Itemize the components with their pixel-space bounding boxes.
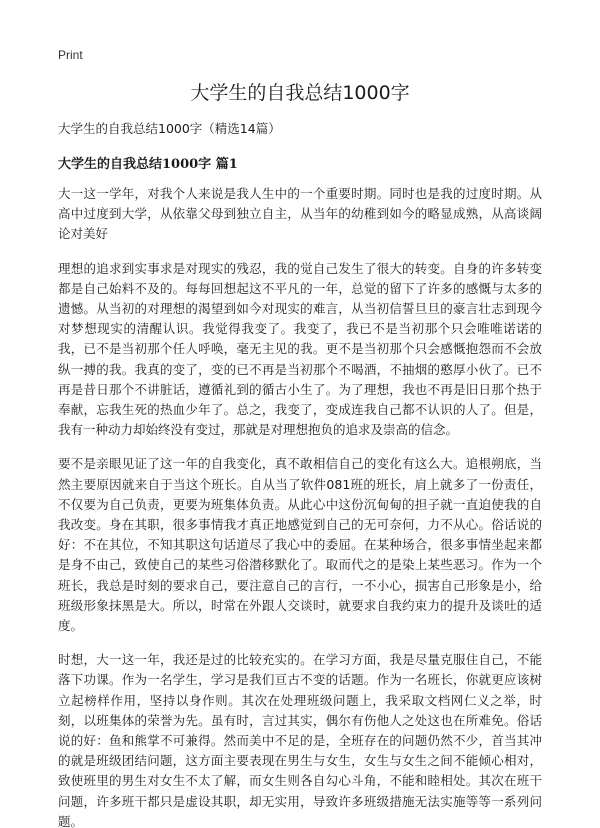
section-heading: 大学生的自我总结1000字 篇1 xyxy=(58,157,238,172)
document-subtitle: 大学生的自我总结1000字（精选14篇） xyxy=(58,121,281,136)
body-paragraph-2: 理想的追求到实事求是对现实的残忍，我的觉自己发生了很大的转变。自身的许多转变都是自己始料不及的。每每回想起这不平凡的一年，总觉的留下了许多的感慨与太多的遗憾。从当初的对理想的渴望到如今对现实的难言，从当初信誓旦旦的豪言壮志到现今对梦想现实的清醒认识。我觉得我变了。我变了，我已不是当初那个只会唯唯诺诺的我，已不是当初那个任人呼唤，毫无主见的我。更不是当初那个只会感慨抱怨而不会放纵一搏的我。我真的变了，变的已不再是当初那个不喝酒，不抽烟的憨厚小伙了。已不再是昔日那个不讲脏话，遵循礼到的循古小生了。为了理想，我也不再是旧日那个热于奉献，忘我生死的热血少年了。总之，我变了，变成连我自己都不认识的人了。但是，我有一种动力却始终没有变过，那就是对理想抱负的追求及崇高的信念。 xyxy=(58,260,542,438)
page-title: 大学生的自我总结1000字 xyxy=(190,82,410,104)
body-paragraph-3: 要不是亲眼见证了这一年的自我变化，真不敢相信自己的变化有这么大。追根朔底，当然主要原因就来自于当这个班长。自从当了软件081班的班长，肩上就多了一份责任，不仅要为自己负责，更要为班集体负责。从此心中这份沉甸甸的担子就一直迫使我的自我改变。身在其职，很多事情我才真正地感觉到自己的无可奈何，力不从心。俗话说的好：不在其位，不知其职这句话道尽了我心中的委屈。在某种场合，很多事情坐起来都是身不由己，致使自己的某些习俗潜移默化了。取而代之的是染上某些恶习。作为一个班长，我总是时刻的要求自己，要注意自己的言行，一不小心，损害自己形象是小，给班级形象抹黑是大。所以，时常在外跟人交谈时，就要求自我约束力的提升及谈吐的适度。 xyxy=(58,456,542,634)
print-label: Print xyxy=(58,48,83,62)
body-paragraph-4: 时想，大一这一年，我还是过的比较充实的。在学习方面，我是尽量克服住自己，不能落下功课。作为一名学生，学习是我们亘古不变的话题。作为一名班长，你就更应该树立起榜样作用，坚持以身作则。其次在处理班级问题上，我采取文档网仁义之举，时刻，以班集体的荣誉为先。虽有时，言过其实，偶尔有伤他人之处这也在所难免。俗话说的好：鱼和熊掌不可兼得。然而美中不足的是，全班存在的问题仍然不少，首当其冲的就是班级团结问题，这方面主要表现在男生与女生，女生与女生之间不能倾心相对，致使班里的男生对女生不太了解，而女生则各自勾心斗角，不能和睦相处。其次在班干问题，许多班干都只是虚设其职，却无实用，导致许多班级措施无法实施等等一系列问题。 xyxy=(58,652,542,828)
body-paragraph-1: 大一这一学年，对我个人来说是我人生中的一个重要时期。同时也是我的过度时期。从高中过度到大学，从依靠父母到独立自主，从当年的幼稚到如今的略显成熟，从高谈阔论对美好 xyxy=(58,186,542,242)
